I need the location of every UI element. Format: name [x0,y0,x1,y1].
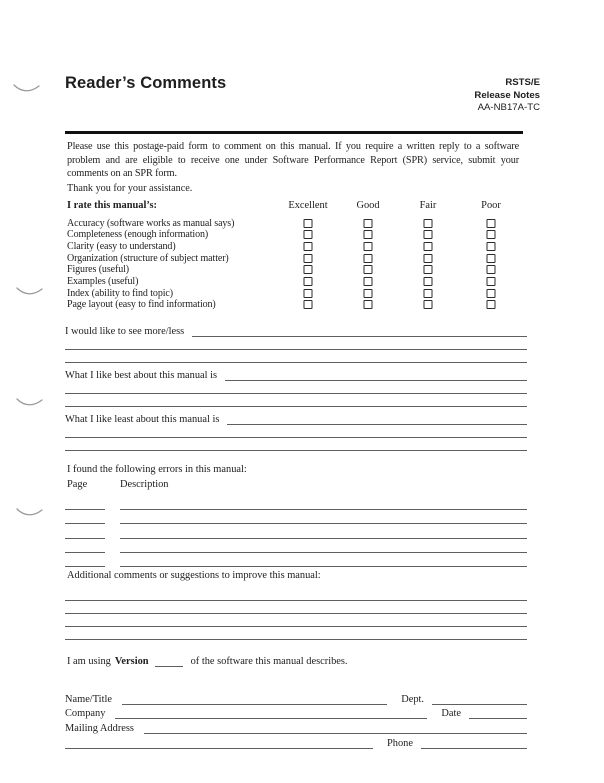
page-writing-line[interactable] [65,538,105,553]
error-entry-row [65,496,527,510]
rating-checkbox[interactable] [424,219,433,228]
date-writing-line[interactable] [469,704,527,720]
page-writing-line[interactable] [65,523,105,538]
rating-row [65,252,527,264]
name-title-row [65,690,527,705]
version-statement [67,653,527,667]
description-writing-line[interactable] [120,523,527,538]
phone-row [65,734,527,749]
rating-checkbox[interactable] [424,300,433,309]
rating-checkbox[interactable] [364,242,373,251]
rating-checkbox[interactable] [304,300,313,309]
dept-label: Dept. [401,693,424,705]
rating-row-label: Clarity (easy to understand) [67,240,176,252]
thanks-text: Thank you for your assistance. [67,183,193,194]
rating-row [65,299,527,311]
rating-checkbox[interactable] [424,242,433,251]
rating-checkbox[interactable] [364,230,373,239]
rating-checkbox[interactable] [304,254,313,263]
name-title-label: Name/Title [65,693,112,705]
rating-row-label: Page layout (easy to find information) [67,299,216,311]
rating-row [65,264,527,276]
rating-heading: I rate this manual’s: [67,200,157,211]
comments-lines [65,588,527,640]
column-header-excellent: Excellent [288,200,328,211]
errors-heading: I found the following errors in this manual: [67,464,247,475]
rating-checkbox[interactable] [364,300,373,309]
errors-table [65,496,527,567]
description-column-header: Description [120,479,169,490]
version-suffix: of the software this manual describes. [190,656,348,667]
column-header-good: Good [356,200,380,211]
description-writing-line[interactable] [120,495,527,510]
rating-checkbox[interactable] [364,219,373,228]
like-least-section [65,412,527,451]
writing-line[interactable] [65,613,527,627]
error-entry-row [65,510,527,524]
company-row [65,705,527,720]
fold-mark [12,80,42,96]
version-word: Version [114,656,149,667]
rating-row [65,217,527,229]
more-less-label: I would like to see more/less [65,326,185,337]
writing-line[interactable] [65,626,527,640]
rating-checkbox[interactable] [487,277,496,286]
page-writing-line[interactable] [65,495,105,510]
writing-line[interactable] [65,393,527,407]
rating-checkbox[interactable] [487,230,496,239]
header-divider-rule [65,131,523,134]
document-number: AA-NB17A-TC [477,102,540,113]
like-best-label: What I like best about this manual is [65,370,218,381]
mailing-address-writing-line[interactable] [144,718,527,734]
error-entry-row [65,553,527,567]
rating-row [65,275,527,287]
page-title: Reader’s Comments [65,74,227,92]
rating-row-label: Accuracy (software works as manual says) [67,217,235,229]
company-writing-line[interactable] [115,704,427,720]
rating-row-label: Examples (useful) [67,275,139,287]
rating-row [65,240,527,252]
address-continuation-writing-line[interactable] [65,733,373,749]
rating-row-label: Organization (structure of subject matter) [67,252,229,264]
more-less-section [65,324,527,363]
rating-checkbox[interactable] [424,289,433,298]
company-label: Company [65,708,106,720]
errors-column-headers [67,479,168,490]
phone-label: Phone [387,737,413,749]
intro-paragraph: Please use this postage-paid form to comment on this manual. If you require a written reply to a software problem and are eligible to receive one under Software Performance Report (SPR) service, submit your comments on an SPR form. [67,141,519,179]
description-writing-line[interactable] [120,509,527,524]
like-least-label: What I like least about this manual is [65,414,220,425]
writing-line[interactable] [65,600,527,614]
rating-checkbox[interactable] [304,289,313,298]
writing-line[interactable] [65,437,527,451]
error-entry-row [65,524,527,538]
like-best-section [65,368,527,407]
writing-line[interactable] [65,349,527,363]
rating-row-label: Completeness (enough information) [67,229,209,241]
rating-checkbox[interactable] [304,265,313,274]
rating-checkbox[interactable] [364,277,373,286]
writing-line[interactable] [65,336,527,350]
rating-checkbox[interactable] [364,265,373,274]
column-header-fair: Fair [419,200,437,211]
rating-checkbox[interactable] [304,219,313,228]
writing-line[interactable] [192,323,527,337]
page-writing-line[interactable] [65,509,105,524]
rating-checkbox[interactable] [424,254,433,263]
rating-row [65,229,527,241]
writing-line[interactable] [65,587,527,601]
rating-checkbox[interactable] [487,219,496,228]
description-writing-line[interactable] [120,552,527,567]
page-writing-line[interactable] [65,552,105,567]
description-writing-line[interactable] [120,538,527,553]
writing-line[interactable] [227,411,527,425]
comments-heading: Additional comments or suggestions to improve this manual: [67,570,321,581]
contact-block [65,690,527,749]
rating-checkbox[interactable] [487,254,496,263]
rating-checkbox[interactable] [487,242,496,251]
column-header-poor: Poor [481,200,501,211]
version-writing-line[interactable] [155,652,183,667]
page-column-header: Page [67,479,88,490]
fold-mark [15,394,45,410]
name-title-writing-line[interactable] [122,689,387,705]
rating-checkbox[interactable] [424,230,433,239]
error-entry-row [65,539,527,553]
rating-checkbox[interactable] [364,289,373,298]
writing-line[interactable] [65,424,527,438]
fold-mark [15,504,45,520]
rating-checkbox[interactable] [424,265,433,274]
writing-line[interactable] [225,367,527,381]
mailing-address-row [65,719,527,734]
date-label: Date [441,708,461,720]
fold-mark [15,283,45,299]
rating-checkbox[interactable] [364,254,373,263]
rating-checkbox[interactable] [304,277,313,286]
version-prefix: I am using [67,656,111,667]
rating-checkbox[interactable] [424,277,433,286]
rating-checkbox[interactable] [487,265,496,274]
rating-table [65,200,527,311]
phone-writing-line[interactable] [421,733,527,749]
document-subtitle: Release Notes [474,89,540,101]
rating-checkbox[interactable] [304,230,313,239]
rating-checkbox[interactable] [304,242,313,251]
rating-checkbox[interactable] [487,300,496,309]
mailing-address-label: Mailing Address [65,723,134,735]
product-name: RSTS/E [505,77,540,88]
writing-line[interactable] [65,380,527,394]
rating-row [65,287,527,299]
rating-table-header [65,200,527,217]
rating-checkbox[interactable] [487,289,496,298]
document-references [474,77,540,115]
rating-row-label: Index (ability to find topic) [67,287,173,299]
rating-row-label: Figures (useful) [67,264,129,276]
dept-writing-line[interactable] [432,689,527,705]
